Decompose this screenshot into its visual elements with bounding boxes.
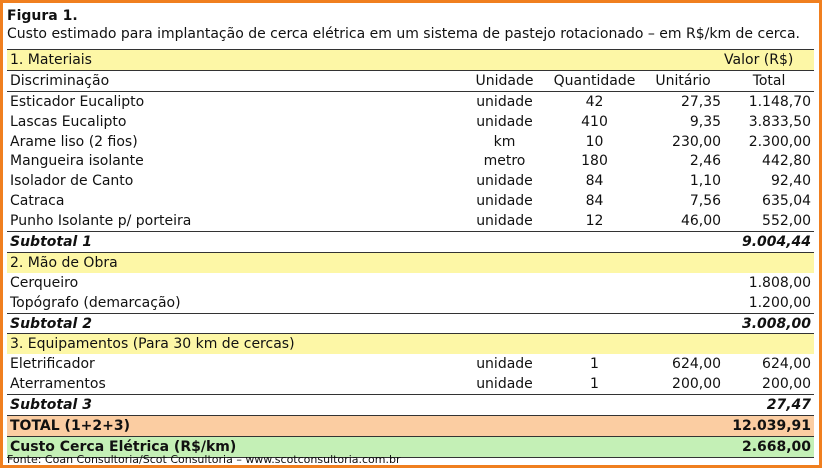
item-unit: metro <box>483 153 526 170</box>
item-unit-price: 46,00 <box>680 213 722 230</box>
column-header: Discriminação <box>7 70 462 91</box>
item-name: Aterramentos <box>10 376 106 393</box>
column-header-row <box>7 70 814 91</box>
item-quantity: 10 <box>585 133 604 150</box>
column-header: Total <box>724 70 814 91</box>
table-row <box>7 171 814 191</box>
subtotal3-value: 27,47 <box>724 395 814 416</box>
custo-label: Custo Cerca Elétrica (R$/km) <box>7 436 724 457</box>
item-quantity: 84 <box>585 173 604 190</box>
section2_label-row <box>7 252 814 272</box>
item-name: Isolador de Canto <box>10 173 134 190</box>
item-unit: unidade <box>476 376 533 393</box>
item-unit-price: 2,46 <box>689 153 722 170</box>
table-row <box>7 112 814 132</box>
item-unit: unidade <box>476 193 533 210</box>
table-row <box>7 273 814 293</box>
item-unit: unidade <box>476 93 533 110</box>
table-row <box>7 91 814 111</box>
subtotal2-value: 3.008,00 <box>724 313 814 334</box>
item-unit: unidade <box>476 213 533 230</box>
item-quantity: 180 <box>581 153 608 170</box>
subtotal1-row <box>7 232 814 253</box>
total-label: TOTAL (1+2+3) <box>7 416 724 437</box>
cost-table <box>7 49 814 458</box>
item-total: 1.808,00 <box>748 274 812 291</box>
table-row <box>7 211 814 231</box>
item-total: 1.200,00 <box>748 294 812 311</box>
item-unit: unidade <box>476 113 533 130</box>
item-quantity: 42 <box>585 93 604 110</box>
item-quantity: 410 <box>581 113 608 130</box>
item-name: Topógrafo (demarcação) <box>10 294 181 311</box>
item-unit: unidade <box>476 356 533 373</box>
item-unit-price: 200,00 <box>672 376 722 393</box>
item-total: 624,00 <box>762 356 812 373</box>
item-unit-price: 7,56 <box>689 193 722 210</box>
subtotal1-label: Subtotal 1 <box>7 232 724 253</box>
total-row <box>7 416 814 437</box>
item-name: Mangueira isolante <box>10 153 144 170</box>
table-row <box>7 354 814 374</box>
item-quantity: 84 <box>585 193 604 210</box>
section-materiais-row <box>7 50 814 71</box>
table-row <box>7 293 814 313</box>
item-name: Arame liso (2 fios) <box>10 133 138 150</box>
figure-title: Figura 1. <box>7 8 78 24</box>
subtotal3-label: Subtotal 3 <box>7 395 724 416</box>
item-name: Lascas Eucalipto <box>10 113 127 130</box>
item-name: Esticador Eucalipto <box>10 93 145 110</box>
item-total: 442,80 <box>762 153 812 170</box>
item-total: 200,00 <box>762 376 812 393</box>
section3_label-row <box>7 334 814 354</box>
item-unit: unidade <box>476 173 533 190</box>
column-header: Unidade <box>462 70 547 91</box>
item-unit-price: 27,35 <box>680 93 722 110</box>
section-label: 3. Equipamentos (Para 30 km de cercas) <box>7 334 814 354</box>
item-quantity: 12 <box>585 213 604 230</box>
item-unit: km <box>493 133 516 150</box>
table-row <box>7 191 814 211</box>
item-unit-price: 624,00 <box>672 356 722 373</box>
table-row <box>7 132 814 152</box>
figure-caption: Custo estimado para implantação de cerca elétrica em um sistema de pastejo rotacionado – em R$/km de cerca. <box>7 26 800 42</box>
custo-value: 2.668,00 <box>724 436 814 457</box>
subtotal3-row <box>7 395 814 416</box>
item-unit-price: 9,35 <box>689 113 722 130</box>
total-value: 12.039,91 <box>724 416 814 437</box>
table-row <box>7 151 814 171</box>
table-row <box>7 374 814 394</box>
item-total: 2.300,00 <box>748 133 812 150</box>
subtotal2-label: Subtotal 2 <box>7 313 724 334</box>
valor-header: Valor (R$) <box>724 50 814 71</box>
item-total: 1.148,70 <box>748 93 812 110</box>
item-unit-price: 1,10 <box>689 173 722 190</box>
cost-table-body <box>7 50 814 458</box>
item-name: Punho Isolante p/ porteira <box>10 213 192 230</box>
item-quantity: 1 <box>590 356 599 373</box>
item-total: 552,00 <box>762 213 812 230</box>
item-total: 635,04 <box>762 193 812 210</box>
section-label: 1. Materiais <box>7 50 724 71</box>
column-header: Quantidade <box>547 70 642 91</box>
column-header: Unitário <box>642 70 724 91</box>
item-name: Cerqueiro <box>10 274 79 291</box>
item-quantity: 1 <box>590 376 599 393</box>
item-total: 92,40 <box>770 173 812 190</box>
item-name: Catraca <box>10 193 65 210</box>
item-unit-price: 230,00 <box>672 133 722 150</box>
subtotal1-value: 9.004,44 <box>724 232 814 253</box>
subtotal2-row <box>7 313 814 334</box>
item-name: Eletrificador <box>10 356 95 373</box>
source-note: Fonte: Coan Consultoria/Scot Consultoria – www.scotconsultoria.com.br <box>7 453 401 466</box>
section-label: 2. Mão de Obra <box>7 252 814 272</box>
item-total: 3.833,50 <box>748 113 812 130</box>
